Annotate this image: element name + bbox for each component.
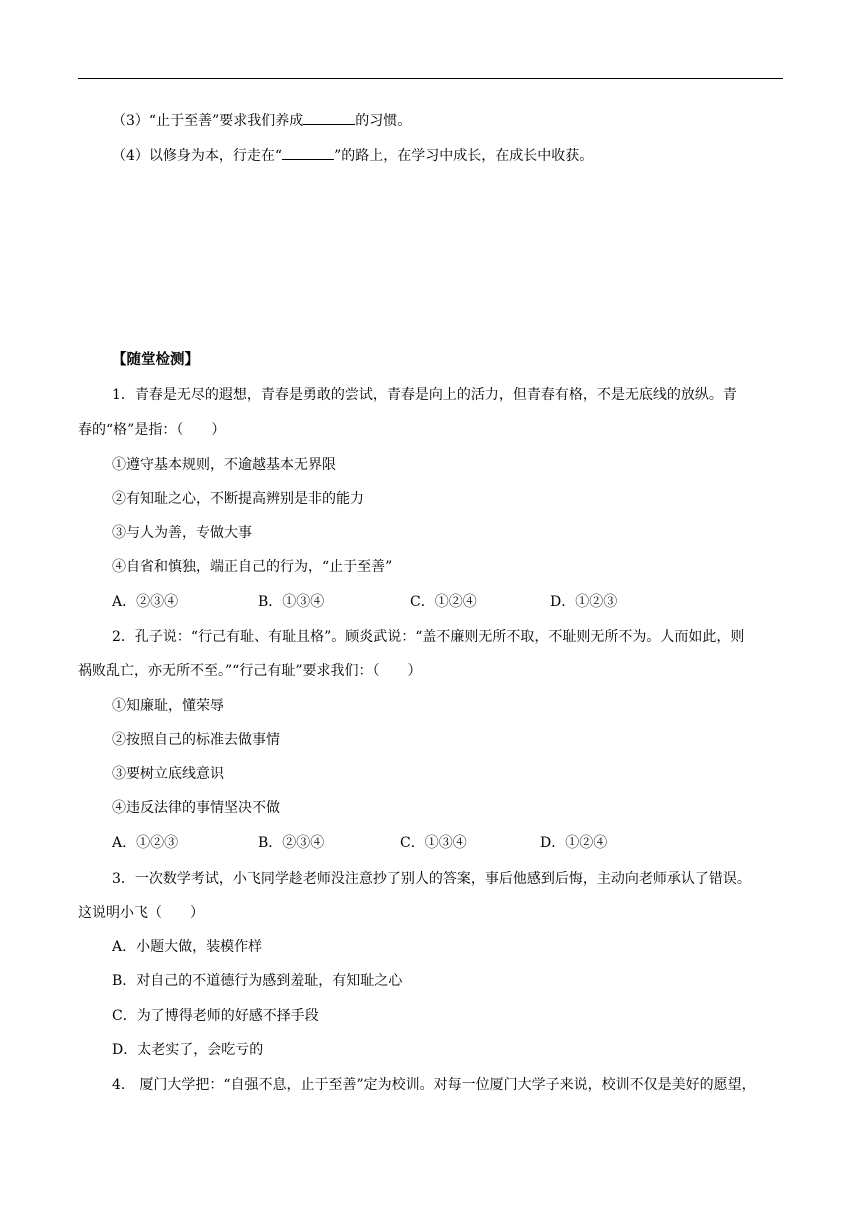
section-title: 【随堂检测】 [112,351,199,368]
q1-item-2: ②有知耻之心，不断提高辨别是非的能力 [112,491,364,507]
q4-text-after: ”的路上，在学习中成长，在成长中收获。 [334,148,594,164]
q2-item-2: ②按照自己的标准去做事情 [112,732,280,748]
q2-stem-line-2: 祸败乱亡，亦无所不至。”“行己有耻”要求我们：（ ） [78,663,422,679]
q3-option-a[interactable]: A．小题大做，装模作样 [112,939,263,955]
q2-option-c[interactable]: C．①③④ [400,835,467,851]
header-rule [78,78,783,79]
q2-option-b[interactable]: B．②③④ [258,835,325,851]
q1-item-3: ③与人为善，专做大事 [112,525,252,541]
q3-stem-line-1: 3．一次数学考试，小飞同学趁老师没注意抄了别人的答案，事后他感到后悔，主动向老师承认了错误。 [112,871,751,887]
q3-blank[interactable] [303,110,355,125]
q1-option-b[interactable]: B．①③④ [258,594,325,610]
intro-question-3 [112,110,411,130]
intro-question-4 [112,145,593,165]
q1-option-a[interactable]: A．②③④ [112,594,179,610]
q3-option-b[interactable]: B．对自己的不道德行为感到羞耻，有知耻之心 [112,973,403,989]
q2-stem-line-1: 2．孔子说：“行己有耻、有耻且格”。顾炎武说：“盖不廉则无所不取，不耻则无所不为。人而如此，则 [112,629,745,645]
q2-option-d[interactable]: D．①②④ [540,835,608,851]
q2-item-4: ④违反法律的事情坚决不做 [112,800,280,816]
q3-stem-line-2: 这说明小飞（ ） [78,905,204,921]
q3-text-before: （3）“止于至善”要求我们养成 [112,113,304,129]
q1-stem-line-1: 1．青春是无尽的遐想，青春是勇敢的尝试，青春是向上的活力，但青春有格，不是无底线的放纵。青 [112,387,737,403]
q4-text-before: （4）以修身为本，行走在“ [112,148,283,164]
q4-blank[interactable] [282,145,334,160]
q1-item-1: ①遵守基本规则，不逾越基本无界限 [112,457,336,473]
q1-item-4: ④自省和慎独，端正自己的行为，“止于至善” [112,559,393,575]
q3-text-after: 的习惯。 [355,113,412,129]
q1-stem-line-2: 春的“格”是指：（ ） [78,422,226,438]
q2-item-3: ③要树立底线意识 [112,766,224,782]
q3-option-c[interactable]: C．为了博得老师的好感不择手段 [112,1008,319,1024]
q2-option-a[interactable]: A．①②③ [112,835,179,851]
q2-item-1: ①知廉耻，懂荣辱 [112,698,224,714]
q1-option-c[interactable]: C．①②④ [410,594,477,610]
q4-stem-line-1: 4． 厦门大学把：“自强不息，止于至善”定为校训。对每一位厦门大学子来说，校训不仅是美好的愿望， [112,1077,756,1093]
q1-option-d[interactable]: D．①②③ [550,594,618,610]
q3-option-d[interactable]: D．太老实了，会吃亏的 [112,1042,264,1058]
